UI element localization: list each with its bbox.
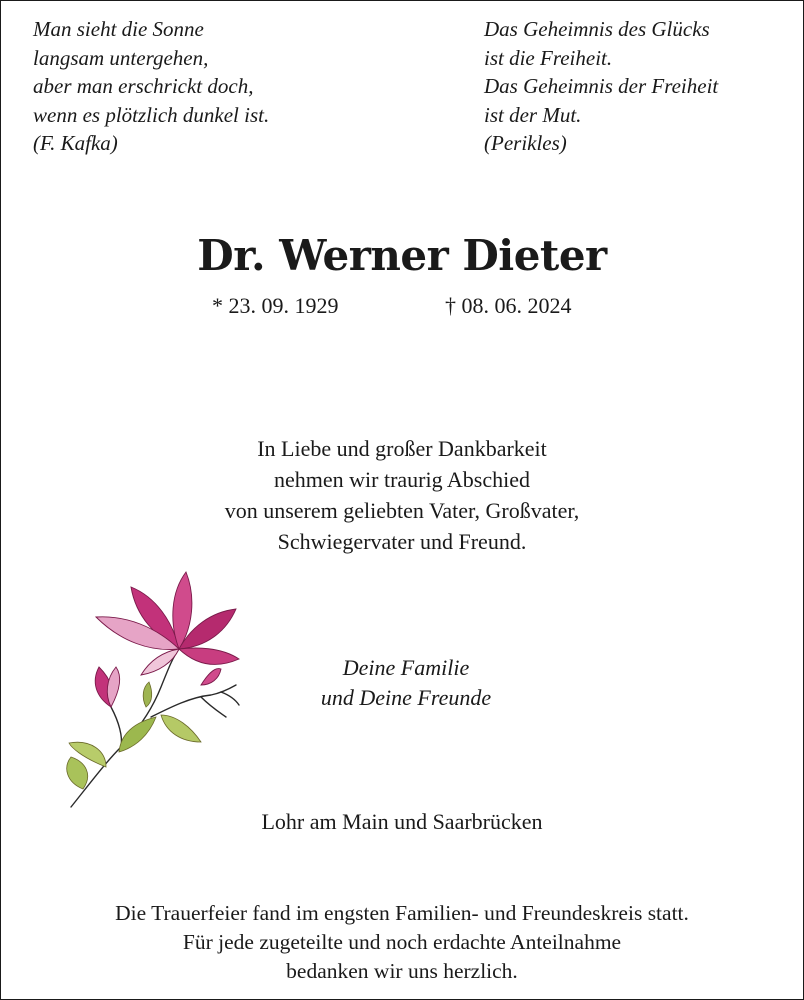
birth-date: * 23. 09. 1929: [212, 293, 339, 318]
funeral-note: [1, 899, 803, 986]
message-line: In Liebe und großer Dankbarkeit: [257, 436, 547, 461]
message-line: Schwiegervater und Freund.: [277, 529, 527, 554]
farewell-message: [1, 433, 803, 557]
magnolia-branch-icon: [61, 567, 251, 822]
deceased-name: Dr. Werner Dieter: [197, 231, 607, 280]
footer-line: Die Trauerfeier fand im engsten Familien- und Freundeskreis statt.: [115, 901, 689, 925]
quote-line: Das Geheimnis der Freiheit: [484, 74, 719, 98]
signature-line: Deine Familie: [342, 655, 470, 680]
quote-line: ist die Freiheit.: [484, 45, 613, 70]
footer-line: Für jede zugeteilte und noch erdachte Anteilnahme: [182, 930, 622, 954]
quote-line: wenn es plötzlich dunkel ist.: [33, 102, 270, 127]
footer-line: bedanken wir uns herzlich.: [286, 959, 518, 983]
kafka-quote: [33, 15, 269, 158]
quote-line: Das Geheimnis des Glücks: [484, 17, 710, 41]
perikles-quote: [484, 15, 718, 158]
quote-line: langsam untergehen,: [33, 45, 209, 70]
quote-line: ist der Mut.: [484, 102, 582, 127]
quote-line: aber man erschrickt doch,: [33, 74, 254, 98]
signature: [261, 653, 551, 713]
message-line: von unserem geliebten Vater, Großvater,: [224, 498, 580, 523]
quote-author: (F. Kafka): [33, 131, 118, 155]
message-line: nehmen wir traurig Abschied: [274, 467, 530, 492]
location: Lohr am Main und Saarbrücken: [261, 809, 543, 834]
quote-author: (Perikles): [484, 131, 567, 155]
signature-line: und Deine Freunde: [320, 685, 492, 710]
quote-line: Man sieht die Sonne: [33, 17, 204, 41]
death-date: † 08. 06. 2024: [445, 293, 572, 318]
